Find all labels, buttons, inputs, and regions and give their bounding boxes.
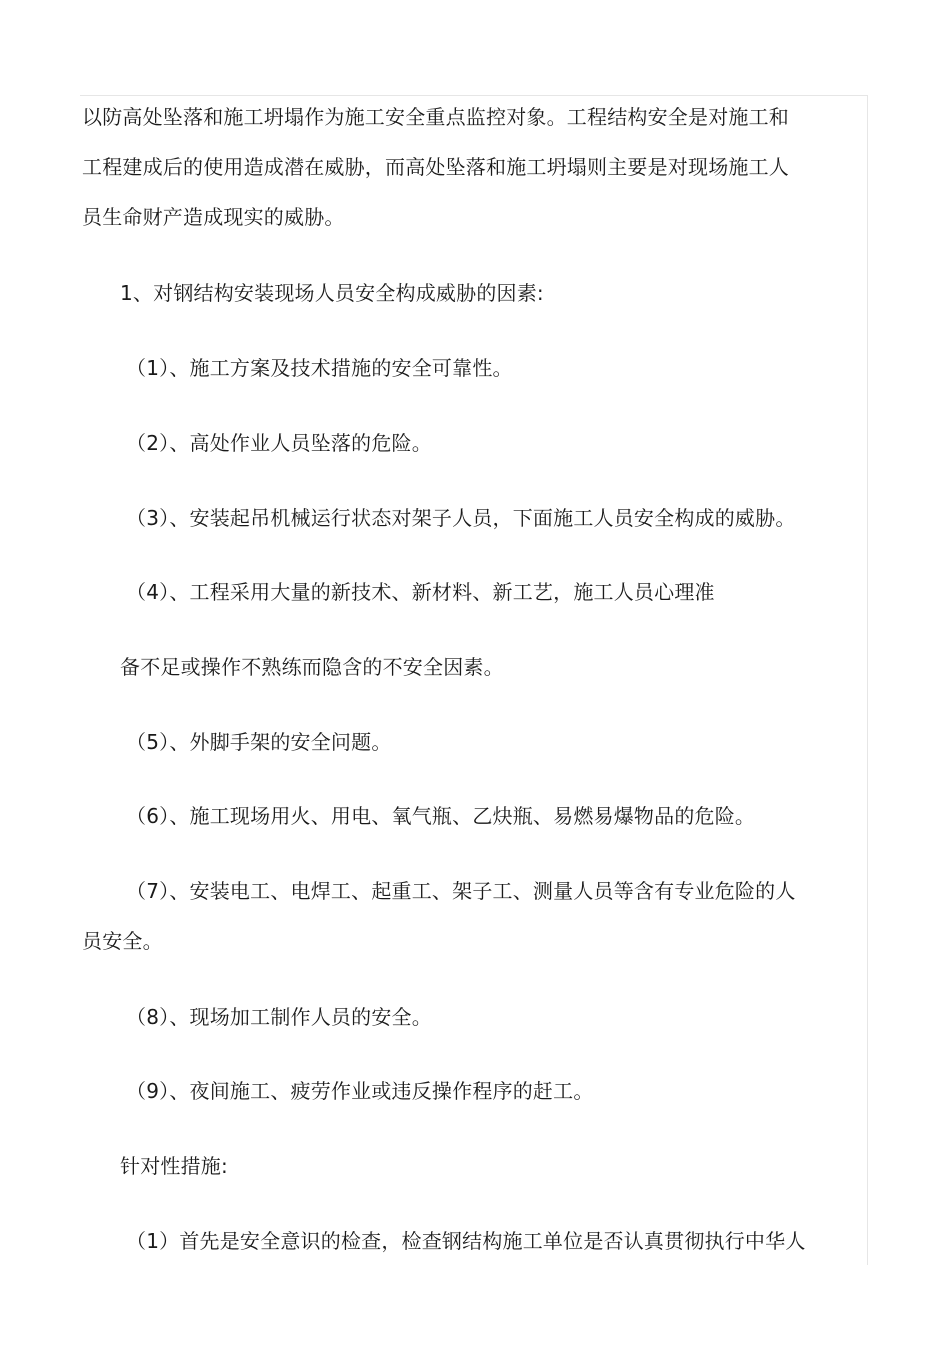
list-item: （7）、安装电工、电焊工、起重工、架子工、测量人员等含有专业危险的人	[126, 879, 796, 903]
list-item-continuation: 备不足或操作不熟练而隐含的不安全因素。	[120, 655, 504, 679]
list-item: （4）、工程采用大量的新技术、新材料、新工艺，施工人员心理准	[126, 580, 715, 604]
paragraph-line: 以防高处坠落和施工坍塌作为施工安全重点监控对象。工程结构安全是对施工和	[82, 105, 789, 129]
list-item: （1）、施工方案及技术措施的安全可靠性。	[126, 356, 513, 380]
list-item-continuation: 员安全。	[82, 929, 163, 953]
paragraph-line: 员生命财产造成现实的威胁。	[82, 205, 345, 229]
list-item: （8）、现场加工制作人员的安全。	[126, 1005, 432, 1029]
section-heading: 1、对钢结构安装现场人员安全构成威胁的因素:	[120, 281, 544, 305]
section-heading: 针对性措施:	[120, 1154, 228, 1178]
list-item: （9）、夜间施工、疲劳作业或违反操作程序的赶工。	[126, 1079, 594, 1103]
paragraph-line: 工程建成后的使用造成潜在威胁，而高处坠落和施工坍塌则主要是对现场施工人	[82, 155, 789, 179]
list-item: （3）、安装起吊机械运行状态对架子人员，下面施工人员安全构成的威胁。	[126, 506, 796, 530]
list-item: （1）首先是安全意识的检查，检查钢结构施工单位是否认真贯彻执行中华人	[126, 1229, 806, 1253]
list-item: （2）、高处作业人员坠落的危险。	[126, 431, 432, 455]
list-item: （6）、施工现场用火、用电、氧气瓶、乙炔瓶、易燃易爆物品的危险。	[126, 804, 756, 828]
list-item: （5）、外脚手架的安全问题。	[126, 730, 392, 754]
